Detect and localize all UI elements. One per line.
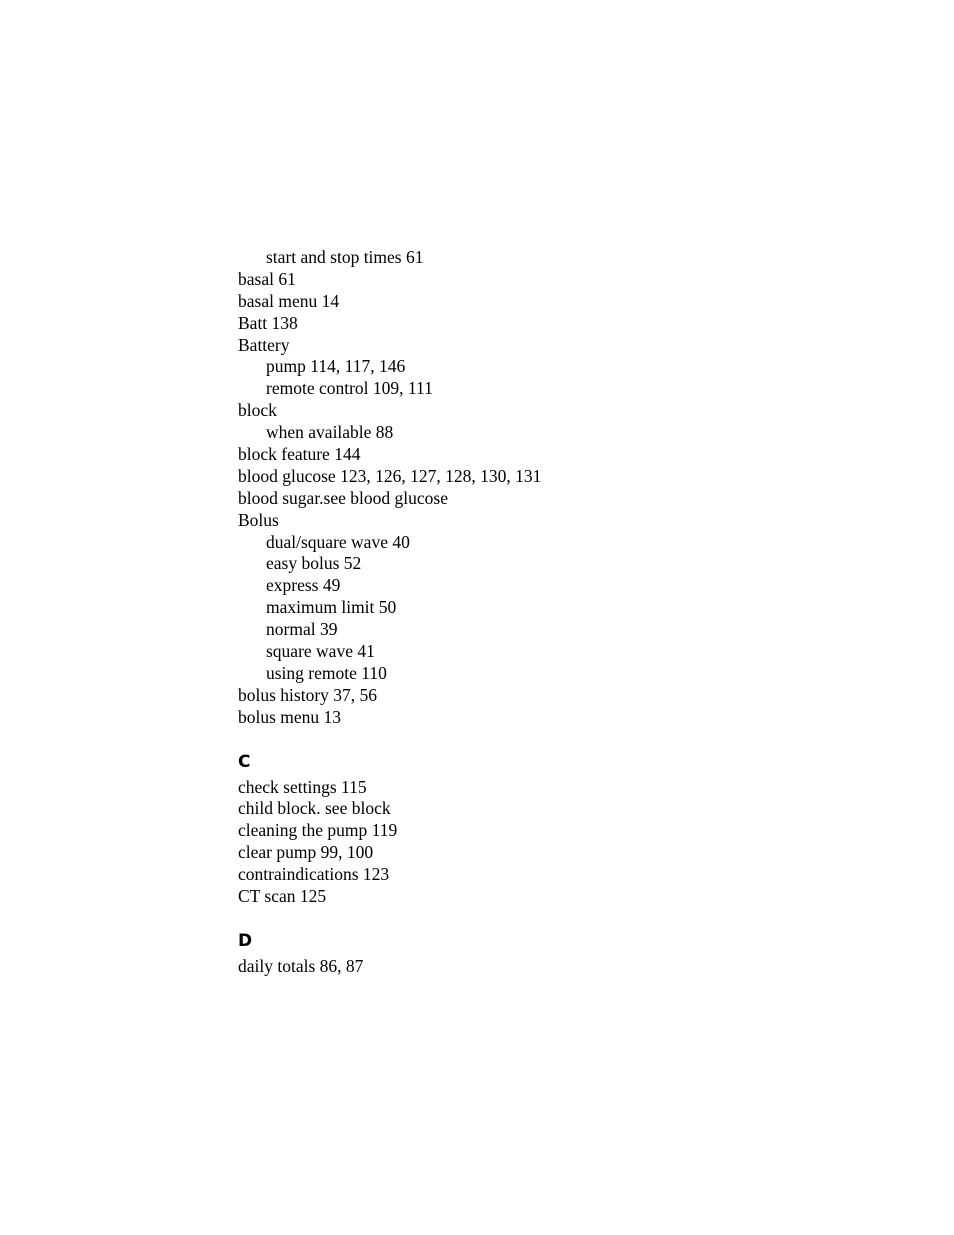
index-subentry: maximum limit 50 (266, 597, 397, 618)
index-section (238, 247, 718, 729)
index-entry: block (238, 400, 277, 421)
index-subentry: start and stop times 61 (266, 247, 424, 267)
index-section (238, 751, 718, 908)
index-entry: block feature 144 (238, 444, 361, 465)
index-entry: bolus menu 13 (238, 706, 342, 727)
index-subentry: remote control 109, 111 (266, 378, 433, 399)
index-entry: Bolus (238, 509, 279, 530)
index-subentry: using remote 110 (266, 662, 387, 683)
index-entry: Battery (238, 334, 290, 355)
index-entry: cleaning the pump 119 (238, 820, 398, 841)
index-section (238, 930, 718, 978)
index-page (238, 247, 718, 978)
section-letter-heading: C (238, 751, 251, 772)
index-entry: daily totals 86, 87 (238, 955, 364, 976)
index-subentry: dual/square wave 40 (266, 531, 410, 552)
index-subentry: normal 39 (266, 619, 338, 640)
index-subentry: when available 88 (266, 422, 394, 443)
index-subentry: express 49 (266, 575, 341, 596)
index-entry: basal menu 14 (238, 290, 340, 311)
index-entry: child block. see block (238, 798, 391, 819)
index-entry: check settings 115 (238, 776, 367, 797)
index-subentry: square wave 41 (266, 641, 375, 662)
index-entry: CT scan 125 (238, 886, 327, 907)
index-entry: clear pump 99, 100 (238, 842, 374, 863)
index-subentry: pump 114, 117, 146 (266, 356, 406, 377)
index-entry: bolus history 37, 56 (238, 684, 378, 705)
index-entry: blood glucose 123, 126, 127, 128, 130, 131 (238, 465, 542, 486)
section-letter-heading: D (238, 930, 253, 951)
index-subentry: easy bolus 52 (266, 553, 362, 574)
index-entry: basal 61 (238, 268, 296, 289)
index-entry: blood sugar.see blood glucose (238, 487, 448, 508)
index-entry: Batt 138 (238, 312, 298, 333)
index-entry: contraindications 123 (238, 864, 390, 885)
